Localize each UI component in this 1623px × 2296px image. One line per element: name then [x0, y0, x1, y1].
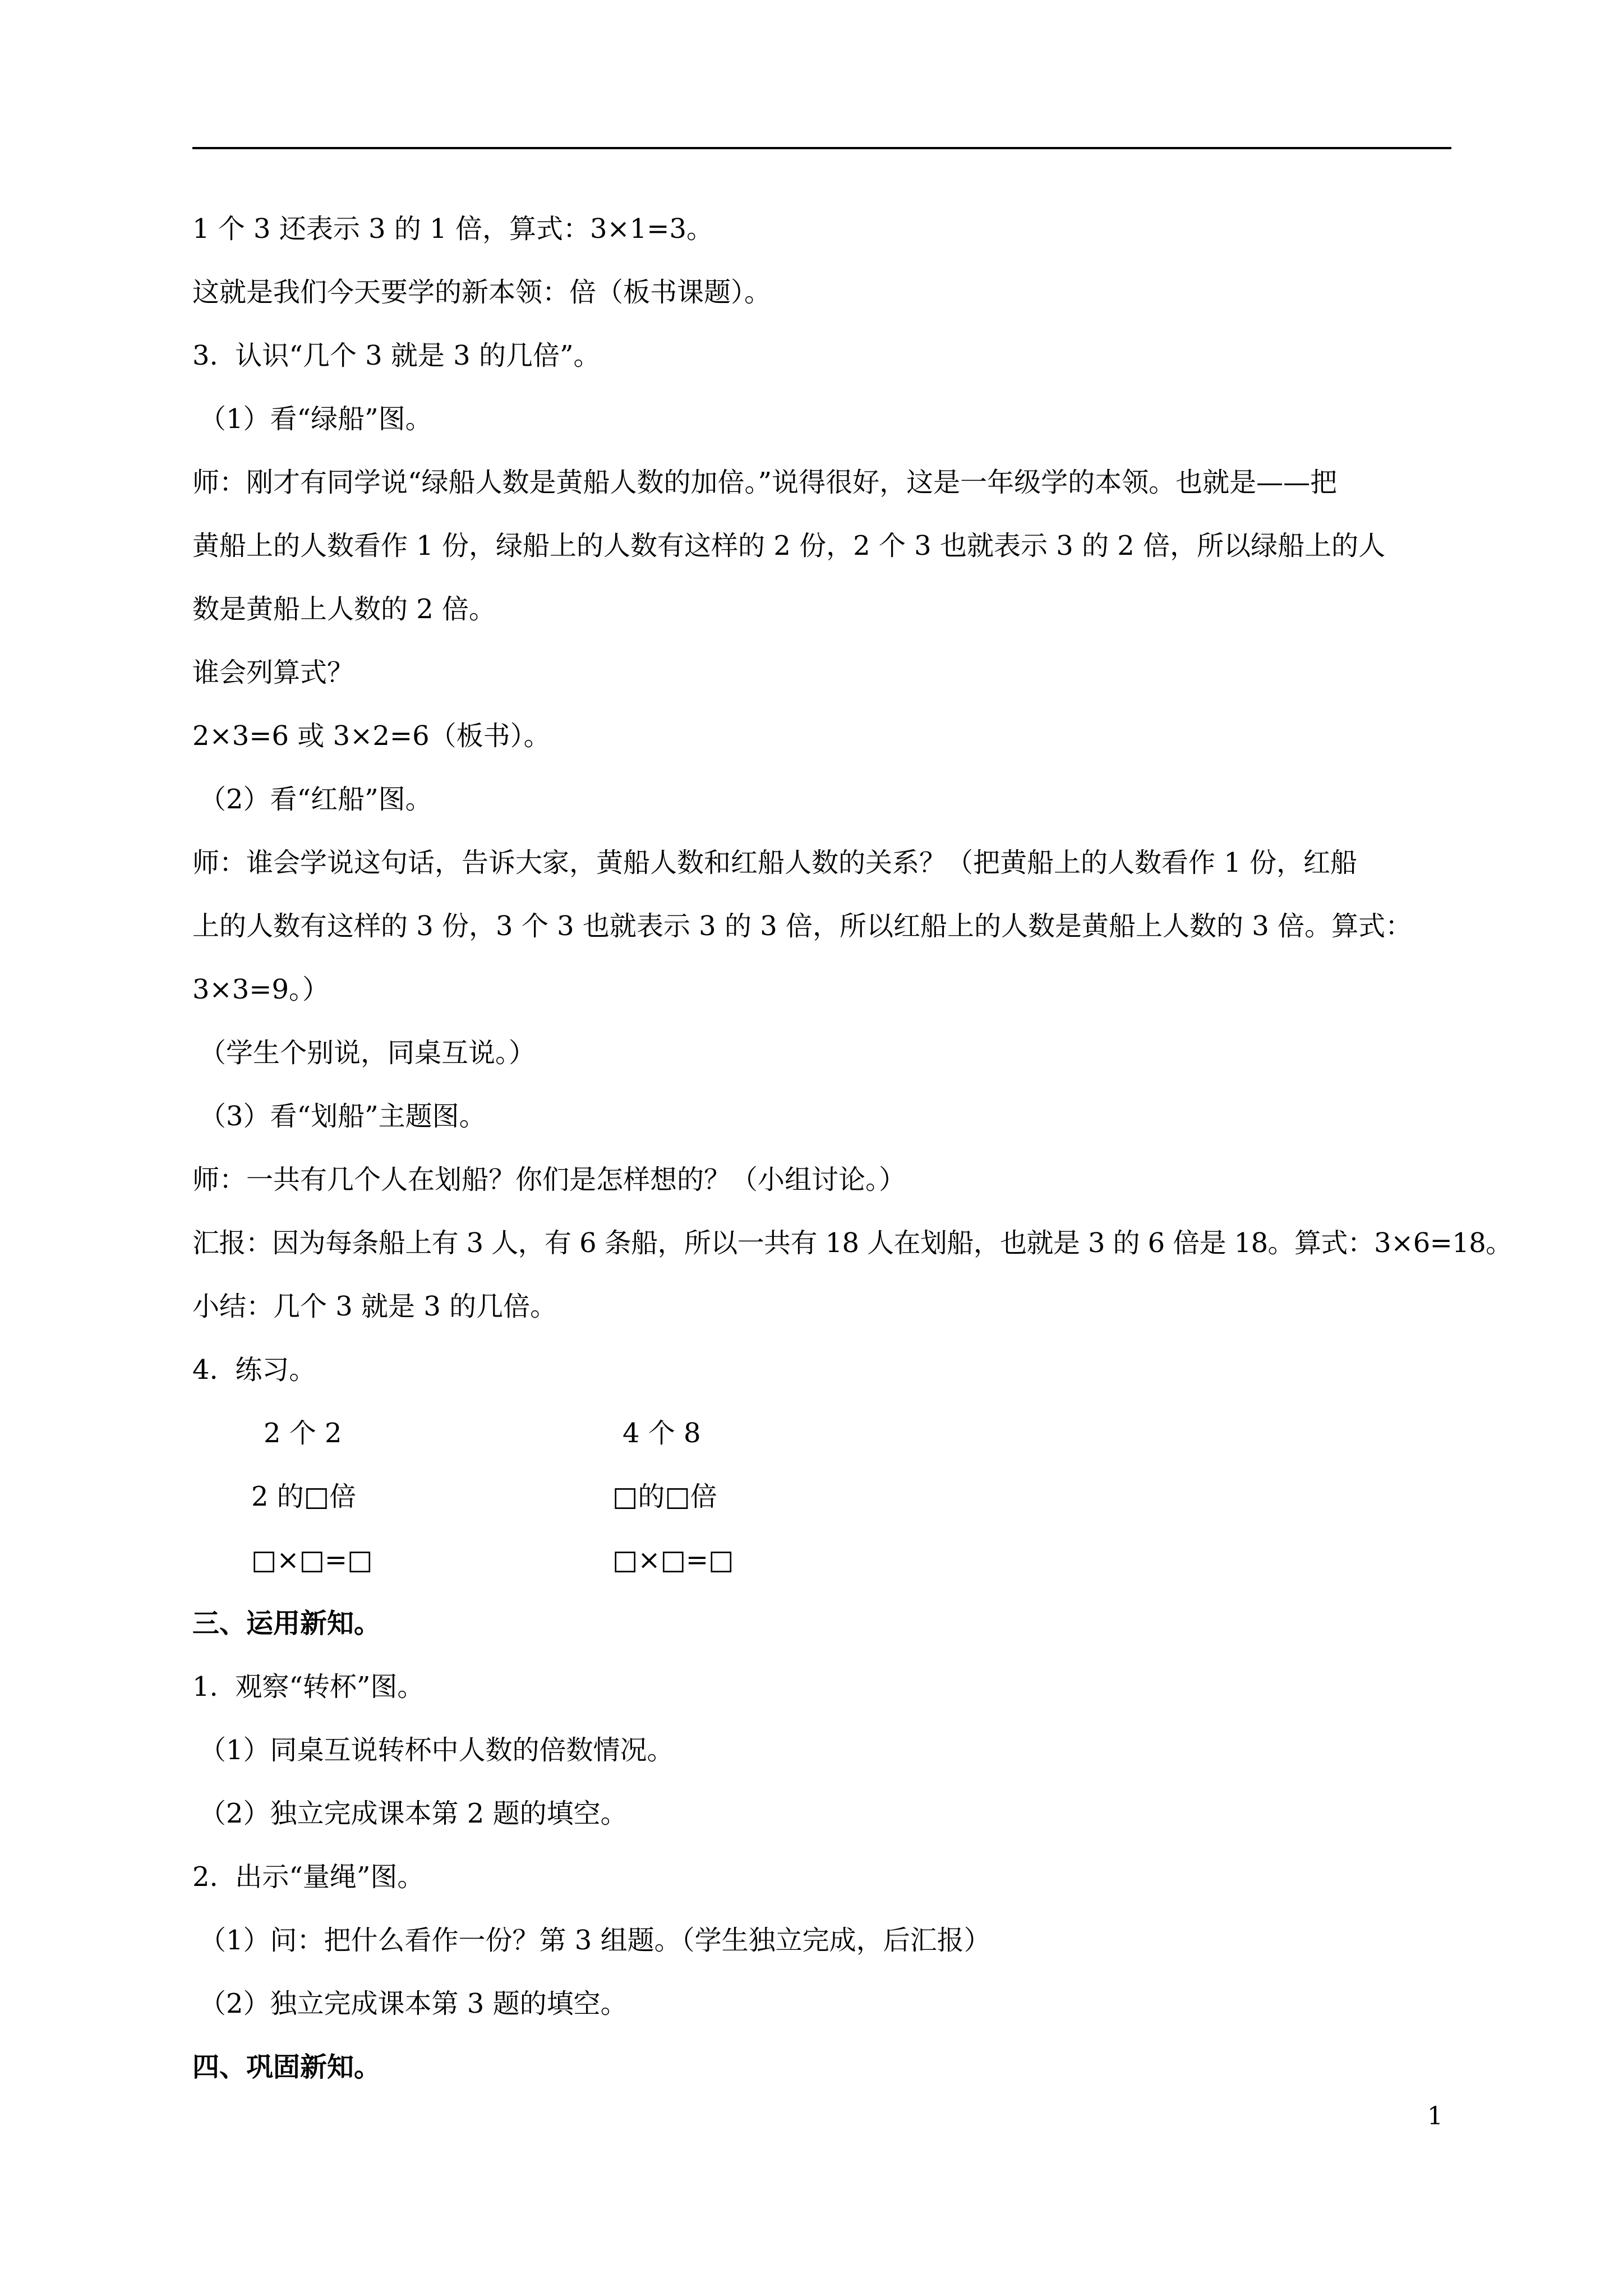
- text-line: 1. 观察“转杯”图。: [192, 1671, 425, 1703]
- text-line: （2）独立完成课本第 3 题的填空。: [199, 1988, 628, 2019]
- text-line: 这就是我们今天要学的新本领：倍（板书课题）。: [192, 277, 772, 308]
- text-line: 3. 认识“几个 3 就是 3 的几倍”。: [192, 340, 601, 371]
- header-rule: [192, 147, 1451, 149]
- exercise-right-1: 4 个 8: [623, 1418, 701, 1449]
- text-line: 数是黄船上人数的 2 倍。: [192, 593, 496, 625]
- exercise-left-3: □×□=□: [251, 1544, 373, 1576]
- text-line: 3×3=9。）: [192, 974, 330, 1005]
- text-line: （2）独立完成课本第 2 题的填空。: [199, 1798, 628, 1829]
- exercise-left-1: 2 个 2: [264, 1418, 342, 1449]
- text-line: （学生个别说，同桌互说。）: [199, 1037, 536, 1069]
- section-heading: 三、运用新知。: [192, 1608, 381, 1639]
- page-number: 1: [1427, 2102, 1443, 2131]
- section-heading: 四、巩固新知。: [192, 2051, 381, 2083]
- text-line: 2. 出示“量绳”图。: [192, 1861, 425, 1893]
- text-line: 小结：几个 3 就是 3 的几倍。: [192, 1291, 557, 1322]
- text-line: 师：一共有几个人在划船？你们是怎样想的？（小组讨论。）: [192, 1164, 906, 1195]
- text-line: 1 个 3 还表示 3 的 1 倍，算式：3×1=3。: [192, 213, 714, 245]
- text-line: 2×3=6 或 3×2=6（板书）。: [192, 720, 551, 752]
- text-line: 黄船上的人数看作 1 份，绿船上的人数有这样的 2 份，2 个 3 也就表示 3 的 2 倍，所以绿船上的人: [192, 530, 1386, 562]
- text-line: （1）同桌互说转杯中人数的倍数情况。: [199, 1734, 674, 1766]
- exercise-left-2: 2 的□倍: [251, 1481, 357, 1512]
- text-line: 上的人数有这样的 3 份，3 个 3 也就表示 3 的 3 倍，所以红船上的人数是黄船上人数的 3 倍。算式：: [192, 910, 1413, 942]
- text-line: 4. 练习。: [192, 1354, 316, 1386]
- exercise-right-3: □×□=□: [612, 1544, 734, 1576]
- text-line: （3）看“划船”主题图。: [199, 1101, 486, 1132]
- text-line: （1）问：把什么看作一份？第 3 组题。（学生独立完成，后汇报）: [199, 1925, 991, 1956]
- text-line: （2）看“红船”图。: [199, 784, 432, 815]
- text-line: 师：刚才有同学说“绿船人数是黄船人数的加倍。”说得很好，这是一年级学的本领。也就是——把: [192, 467, 1338, 498]
- text-line: 师：谁会学说这句话，告诉大家，黄船人数和红船人数的关系？（把黄船上的人数看作 1 份，红船: [192, 847, 1358, 878]
- exercise-right-2: □的□倍: [612, 1481, 717, 1512]
- text-line: （1）看“绿船”图。: [199, 403, 432, 435]
- text-line: 谁会列算式？: [192, 657, 354, 688]
- text-line: 汇报：因为每条船上有 3 人，有 6 条船，所以一共有 18 人在划船，也就是 3 的 6 倍是 18。算式：3×6=18。: [192, 1227, 1513, 1259]
